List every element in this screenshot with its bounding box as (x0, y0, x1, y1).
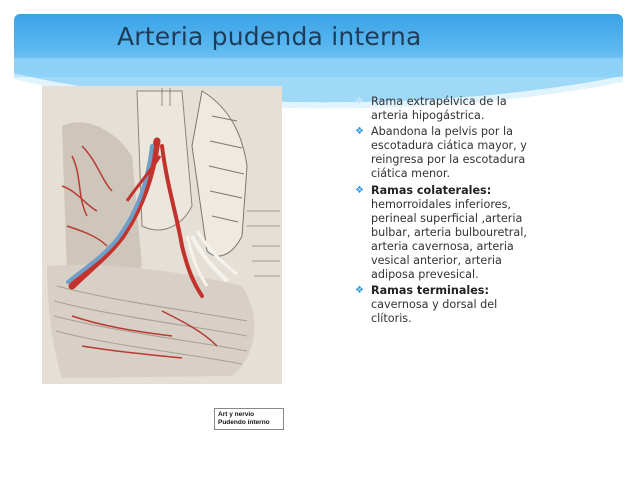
bullet-list (355, 95, 540, 329)
bullet-text: Abandona la pelvis por la escotadura ciática mayor, y reingresa por la escotadura ciática menor. (371, 125, 527, 181)
bullet-item (355, 184, 540, 283)
diamond-bullet-icon: ❖ (355, 285, 364, 297)
diamond-bullet-icon: ❖ (355, 126, 364, 138)
bullet-item (355, 125, 540, 181)
bullet-item (355, 284, 540, 326)
diamond-bullet-icon: ❖ (355, 96, 364, 107)
diamond-bullet-icon: ❖ (355, 184, 364, 196)
bullet-heading: Ramas terminales: (371, 284, 489, 298)
bullet-text: Rama extrapélvica de la arteria hipogástrica. (371, 95, 507, 123)
bullet-item (355, 95, 540, 123)
figure-caption (214, 408, 284, 430)
figure-caption-line1: Art y nervio (218, 411, 255, 418)
anatomy-illustration (42, 86, 282, 427)
bullet-text: hemorroidales inferiores, perineal superficial ,arteria bulbar, arteria bulbouretral, arteria cavernosa, arteria vesical anterior, arteria adiposa prevesical. (371, 197, 527, 282)
bullet-text: cavernosa y dorsal del clítoris. (371, 298, 498, 326)
slide-title: Arteria pudenda interna (117, 22, 422, 51)
figure-caption-line2: Pudendo interno (218, 419, 270, 427)
bullet-heading: Ramas colaterales: (371, 183, 492, 197)
